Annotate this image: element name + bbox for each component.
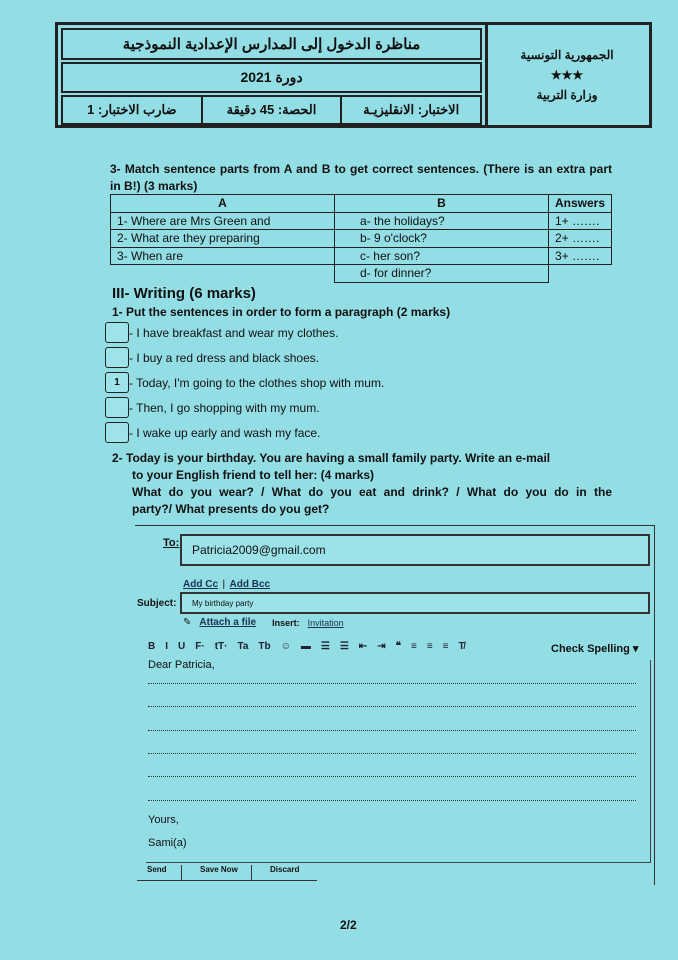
toolbar-button[interactable]: ≡ [410,641,417,652]
toolbar-button[interactable]: ☰ [320,641,330,652]
order-box[interactable] [105,397,129,418]
toolbar-button[interactable]: ⇤ [358,641,368,652]
table-row [111,265,612,283]
part-b: d- for dinner? [334,265,548,283]
writing-title: III- Writing (6 marks) [112,285,256,302]
toolbar-button[interactable]: ≡ [426,641,433,652]
exam-session: دورة 2021 [61,62,482,93]
toolbar-button[interactable]: ❝ [395,641,401,652]
exam-duration: الحصة: 45 دقيقة [201,97,341,123]
toolbar-button[interactable]: B [148,641,156,652]
format-toolbar [148,641,465,652]
part-a: 1- Where are Mrs Green and [111,212,335,230]
part-a: 2- What are they preparing [111,230,335,248]
check-spelling-button[interactable]: Check Spelling ▾ [551,643,639,655]
toolbar-button[interactable]: Ta [237,641,249,652]
writing-line [148,753,636,754]
exam-title: مناظرة الدخول إلى المدارس الإعدادية النموذجية [61,28,482,60]
list-item [105,420,384,445]
sentence: - I have breakfast and wear my clothes. [129,325,339,340]
toolbar-button[interactable]: U [178,641,186,652]
greeting: Dear Patricia, [148,659,215,671]
table-row [111,212,612,230]
separator: | [222,579,226,590]
writing-line [148,683,636,684]
q3-instruction: 3- Match sentence parts from A and B to get correct sentences. (There is an extra part in B!) (3 marks) [110,162,612,193]
cc-bcc-links [183,574,270,592]
col-b-header: B [334,195,548,213]
sentence: - Today, I'm going to the clothes shop with mum. [129,375,385,390]
list-item [105,320,384,345]
to-field[interactable]: Patricia2009@gmail.com [180,534,650,566]
exam-coefficient: ضارب الاختبار: 1 [87,102,177,117]
list-item [105,370,384,395]
sentence: - I buy a red dress and black shoes. [129,350,320,365]
part-a: 3- When are [111,247,335,265]
order-box[interactable] [105,322,129,343]
table-row [111,247,612,265]
part-b: b- 9 o'clock? [334,230,548,248]
subject-field[interactable]: My birthday party [180,592,650,614]
table-row [111,230,612,248]
writing-q2 [112,450,612,518]
attach-file-link[interactable]: Attach a file [199,617,257,628]
writing-line [148,776,636,777]
send-button[interactable]: Send [137,865,182,880]
toolbar-button[interactable]: ▬ [300,641,311,652]
exam-subject: الاختبار: الانقليزيـة [340,97,480,123]
add-bcc-link[interactable]: Add Bcc [229,579,271,590]
q2-line: 2- Today is your birthday. You are having a small family party. Write an e-mail [112,451,551,465]
writing-line [148,730,636,731]
q2-line: party?/ What presents do you get? [132,502,330,516]
sentence: - I wake up early and wash my face. [129,425,321,440]
answer-field[interactable]: 3+ ……. [548,247,611,265]
col-a-header: A [111,195,335,213]
stars: ★★★ [550,68,584,82]
part-b: a- the holidays? [334,212,548,230]
answer-field[interactable]: 2+ ……. [548,230,611,248]
signature: Sami(a) [148,837,187,849]
list-item [105,345,384,370]
toolbar-button[interactable]: ☰ [339,641,349,652]
page-number: 2/2 [340,918,357,932]
invitation-link[interactable]: Invitation [307,617,344,628]
save-now-button[interactable]: Save Now [182,865,252,880]
sentence-list [105,320,384,445]
toolbar-button[interactable]: ⇥ [377,641,386,652]
toolbar-button[interactable]: tT· [214,641,228,652]
insert-label: Insert: [272,617,300,628]
discard-button[interactable]: Discard [270,865,300,874]
answer-field[interactable]: 1+ ……. [548,212,611,230]
add-cc-link[interactable]: Add Cc [183,579,218,590]
toolbar-button[interactable]: Tb [258,641,271,652]
attach-row [183,617,344,628]
closing: Yours, [148,814,179,826]
exam-header [55,22,652,128]
to-label: To: [163,537,180,549]
writing-line [148,706,636,707]
answers-header: Answers [548,195,611,213]
email-actions [137,865,317,881]
toolbar-button[interactable]: ≡ [442,641,449,652]
subject-label: Subject: [137,598,177,609]
order-box[interactable]: 1 [105,372,129,393]
toolbar-button[interactable]: I [165,641,169,652]
writing-line [148,800,636,801]
q2-line: What do you wear? / What do you eat and drink? / What do you do in the [132,485,612,499]
toolbar-button[interactable]: T̸ [458,641,465,652]
toolbar-button[interactable]: F· [195,641,205,652]
part-b: c- her son? [334,247,548,265]
matching-table [110,194,612,283]
order-box[interactable] [105,422,129,443]
q2-line: to your English friend to tell her: (4 marks) [132,468,375,482]
paperclip-icon: ✎ [183,617,192,628]
writing-q1: 1- Put the sentences in order to form a paragraph (2 marks) [112,305,451,319]
list-item [105,395,384,420]
email-body[interactable] [146,660,651,863]
toolbar-button[interactable]: ☺ [280,641,291,652]
sentence: - Then, I go shopping with my mum. [129,400,320,415]
ministry-label: وزارة التربية [536,88,598,102]
order-box[interactable] [105,347,129,368]
republic-label: الجمهورية التونسية [520,48,614,62]
